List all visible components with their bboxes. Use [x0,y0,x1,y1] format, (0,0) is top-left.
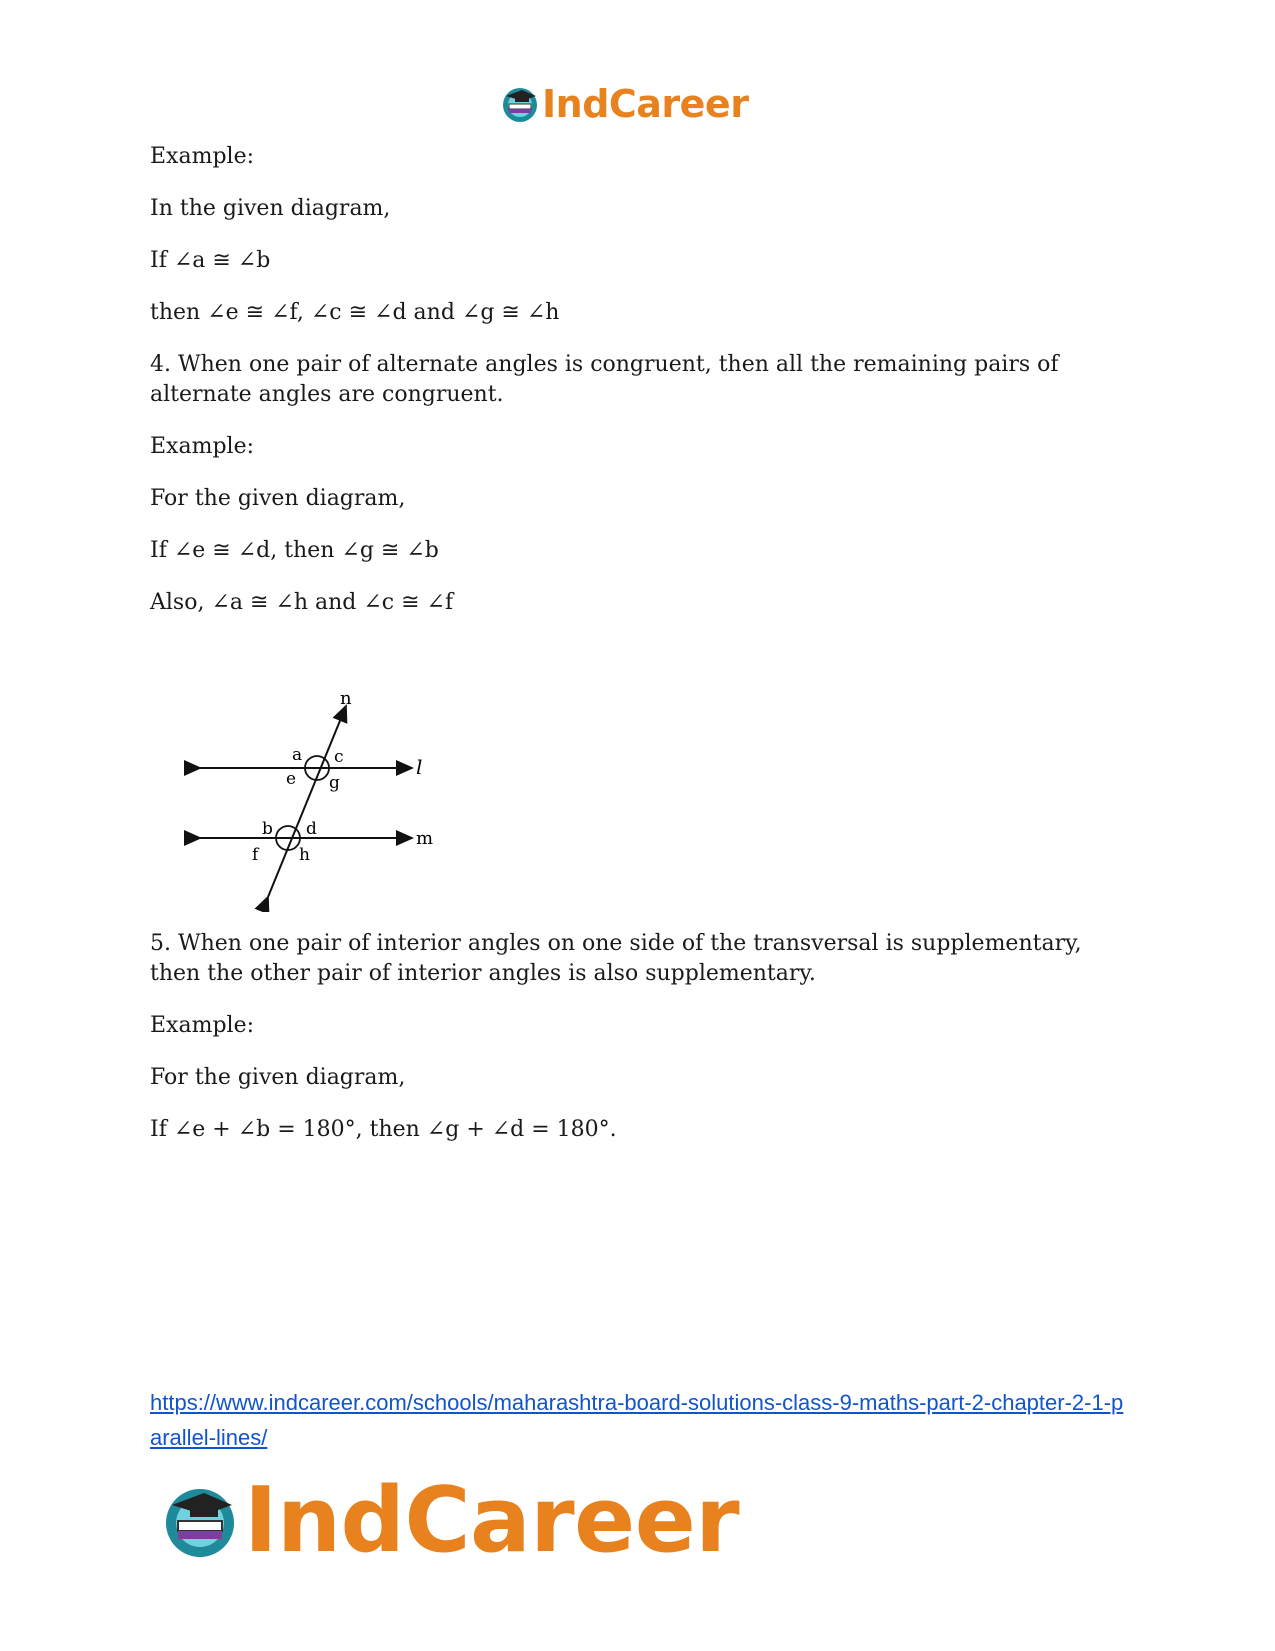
footer-logo-text: IndCareer [244,1468,740,1573]
header-logo [500,80,780,128]
angle-label-d: d [306,819,317,839]
angle-label-c: c [334,747,344,767]
paragraph: 4. When one pair of alternate angles is congruent, then all the remaining pairs of alternate angles are congruent. [150,352,1059,407]
label-m: m [416,828,434,849]
label-n: n [340,688,352,709]
paragraph: Example: [150,144,254,169]
paragraph: 5. When one pair of interior angles on one side of the transversal is supplementary, then the other pair of interior angles is also supplementary. [150,931,1082,986]
paragraph: If ∠e + ∠b = 180°, then ∠g + ∠d = 180°. [150,1117,617,1142]
angle-label-e: e [286,769,297,789]
angle-label-g: g [329,773,340,793]
paragraph: then ∠e ≅ ∠f, ∠c ≅ ∠d and ∠g ≅ ∠h [150,300,560,325]
transversal-n [268,706,346,897]
footer-logo [160,1468,739,1573]
angle-label-a: a [292,745,303,765]
paragraph: Example: [150,1013,254,1038]
paragraph: Also, ∠a ≅ ∠h and ∠c ≅ ∠f [150,590,454,615]
angle-label-f: f [252,845,259,865]
paragraph: If ∠a ≅ ∠b [150,248,271,273]
source-url-link[interactable]: https://www.indcareer.com/schools/maharashtra-board-solutions-class-9-maths-part-2-chapter-2-1-parallel-lines/ [150,1390,1124,1450]
label-l: l [416,755,423,779]
paragraph: For the given diagram, [150,1065,406,1090]
angle-label-b: b [262,819,273,839]
angle-label-h: h [299,845,310,865]
graduation-cap-icon [500,84,540,124]
paragraph: If ∠e ≅ ∠d, then ∠g ≅ ∠b [150,538,439,563]
graduation-cap-icon [160,1481,240,1561]
parallel-lines-diagram [180,682,460,912]
paragraph: Example: [150,434,254,459]
paragraph: For the given diagram, [150,486,406,511]
paragraph: In the given diagram, [150,196,391,221]
header-logo-text: IndCareer [542,82,749,126]
